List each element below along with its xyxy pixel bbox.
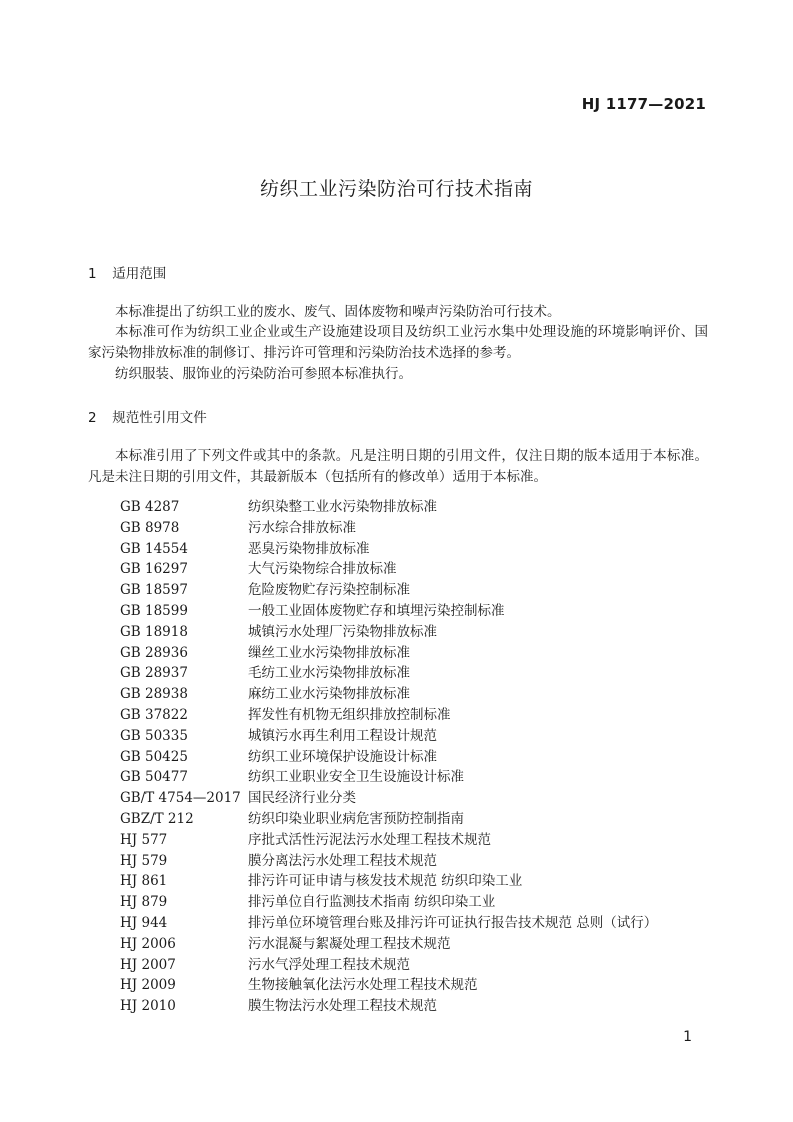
reference-title: 污水气浮处理工程技术规范 [248, 956, 410, 973]
reference-item [120, 996, 720, 1017]
reference-title: 国民经济行业分类 [248, 790, 356, 807]
reference-title: 恶臭污染物排放标准 [248, 540, 370, 557]
reference-code: HJ 879 [120, 894, 168, 911]
reference-title: 缫丝工业水污染物排放标准 [248, 644, 410, 661]
reference-title: 膜分离法污水处理工程技术规范 [248, 852, 437, 869]
reference-list [120, 497, 720, 1017]
reference-code: HJ 2007 [120, 956, 176, 973]
reference-title: 纺织工业环境保护设施设计标准 [248, 748, 437, 765]
reference-code: GB 50477 [120, 769, 188, 786]
reference-item [120, 726, 720, 747]
reference-title: 危险废物贮存污染控制标准 [248, 582, 410, 599]
reference-item [120, 539, 720, 560]
reference-item [120, 663, 720, 684]
reference-code: GB 16297 [120, 561, 188, 578]
reference-item [120, 851, 720, 872]
reference-item [120, 809, 720, 830]
section-title: 规范性引用文件 [112, 410, 207, 426]
reference-title: 毛纺工业水污染物排放标准 [248, 665, 410, 682]
paragraph: 本标准提出了纺织工业的废水、废气、固体废物和噪声污染防治可行技术。 [115, 304, 561, 320]
reference-title: 纺织印染业职业病危害预防控制指南 [248, 810, 464, 827]
reference-item [120, 767, 720, 788]
reference-title: 排污单位自行监测技术指南 纺织印染工业 [248, 894, 496, 911]
reference-code: GB 14554 [120, 540, 188, 557]
reference-item [120, 601, 720, 622]
reference-code: GB 4287 [120, 499, 180, 515]
reference-item [120, 892, 720, 913]
reference-code: HJ 2009 [120, 977, 176, 994]
reference-item [120, 913, 720, 934]
reference-title: 城镇污水再生利用工程设计规范 [248, 727, 437, 744]
reference-code: GB 37822 [120, 706, 188, 723]
reference-code: GB 18599 [120, 602, 188, 619]
reference-item [120, 622, 720, 643]
paragraph: 本标准可作为纺织工业企业或生产设施建设项目及纺织工业污水集中处理设施的环境影响评价、国家污染物排放标准的制修订、排污许可管理和污染防治技术选择的参考。 [88, 324, 708, 361]
reference-title: 污水综合排放标准 [248, 519, 356, 536]
section-title: 适用范围 [112, 266, 167, 282]
reference-title: 生物接触氧化法污水处理工程技术规范 [248, 977, 478, 994]
reference-title: 排污许可证申请与核发技术规范 纺织印染工业 [248, 873, 523, 890]
reference-title: 纺织染整工业水污染物排放标准 [248, 499, 437, 515]
reference-code: GB 50335 [120, 727, 188, 744]
section-heading-normative-references [88, 406, 207, 426]
reference-code: GB 28936 [120, 644, 188, 661]
reference-title: 纺织工业职业安全卫生设施设计标准 [248, 769, 464, 786]
reference-code: GB 50425 [120, 748, 188, 765]
reference-item [120, 518, 720, 539]
reference-title: 排污单位环境管理台账及排污许可证执行报告技术规范 总则（试行） [248, 914, 658, 931]
reference-item [120, 643, 720, 664]
reference-item [120, 830, 720, 851]
reference-code: GB 28937 [120, 665, 188, 682]
reference-code: HJ 861 [120, 873, 168, 890]
reference-item [120, 955, 720, 976]
reference-title: 城镇污水处理厂污染物排放标准 [248, 623, 437, 640]
section-heading-scope [88, 262, 166, 282]
reference-item [120, 747, 720, 768]
reference-code: HJ 577 [120, 831, 168, 848]
reference-item [120, 788, 720, 809]
section-number: 1 [88, 266, 97, 282]
reference-item [120, 975, 720, 996]
standard-number: HJ 1177—2021 [581, 95, 706, 113]
reference-code: HJ 579 [120, 852, 168, 869]
reference-code: HJ 2006 [120, 935, 176, 952]
reference-code: HJ 2010 [120, 998, 176, 1015]
reference-code: GB 28938 [120, 686, 188, 703]
reference-code: GB 8978 [120, 519, 180, 536]
reference-code: GB/T 4754—2017 [120, 790, 241, 807]
reference-title: 序批式活性污泥法污水处理工程技术规范 [248, 831, 491, 848]
document-title: 纺织工业污染防治可行技术指南 [259, 178, 533, 200]
reference-item [120, 497, 720, 518]
reference-item [120, 871, 720, 892]
reference-title: 挥发性有机物无组织排放控制标准 [248, 706, 451, 723]
reference-title: 膜生物法污水处理工程技术规范 [248, 998, 437, 1015]
reference-code: HJ 944 [120, 914, 168, 931]
reference-item [120, 580, 720, 601]
paragraph: 纺织服装、服饰业的污染防治可参照本标准执行。 [115, 366, 412, 382]
reference-title: 大气污染物综合排放标准 [248, 561, 397, 578]
reference-title: 污水混凝与絮凝处理工程技术规范 [248, 935, 451, 952]
reference-code: GB 18597 [120, 582, 188, 599]
reference-item [120, 684, 720, 705]
reference-item [120, 934, 720, 955]
page-number: 1 [683, 1029, 692, 1045]
reference-item [120, 559, 720, 580]
reference-code: GBZ/T 212 [120, 810, 194, 827]
section-number: 2 [88, 410, 97, 426]
reference-item [120, 705, 720, 726]
reference-code: GB 18918 [120, 623, 188, 640]
reference-title: 一般工业固体废物贮存和填埋污染控制标准 [248, 602, 505, 619]
paragraph: 本标准引用了下列文件或其中的条款。凡是注明日期的引用文件，仅注日期的版本适用于本标准。凡是未注日期的引用文件，其最新版本（包括所有的修改单）适用于本标准。 [88, 448, 708, 485]
reference-title: 麻纺工业水污染物排放标准 [248, 686, 410, 703]
